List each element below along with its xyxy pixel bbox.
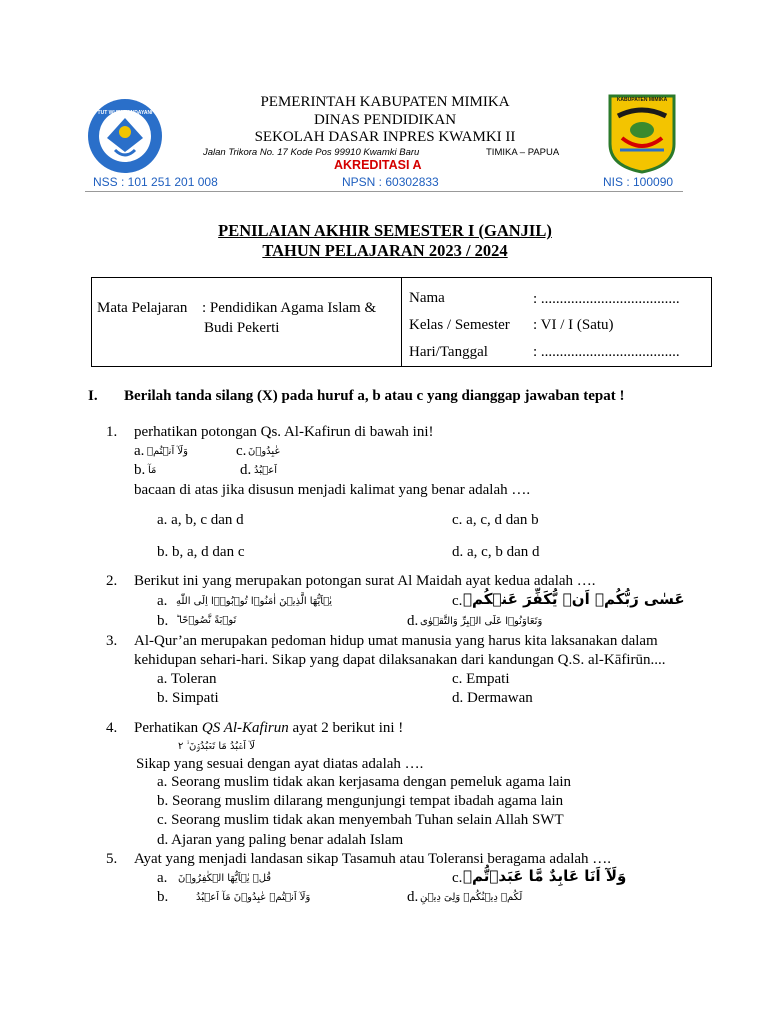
section-number: I. <box>88 388 98 404</box>
exam-year: TAHUN PELAJARAN 2023 / 2024 <box>262 241 508 260</box>
q5-option-c-label[interactable]: c. <box>452 870 463 886</box>
nss-number: NSS : 101 251 201 008 <box>93 175 218 189</box>
q3-option-d[interactable]: d. Dermawan <box>452 690 533 706</box>
q5-text: Ayat yang menjadi landasan sikap Tasamuh atau Toleransi beragama adalah …. <box>134 851 612 867</box>
dept-line: DINAS PENDIDIKAN <box>313 112 457 128</box>
right-logo-text: KABUPATEN MIMIKA <box>616 97 668 103</box>
q5-option-a-label[interactable]: a. <box>157 870 168 886</box>
q4-ayat-arabic: لَآ اَعۡبُدُ مَا تَعۡبُدُوۡنَ ۙ‏ ٢ <box>178 741 255 752</box>
q3-option-c[interactable]: c. Empati <box>452 671 510 687</box>
q1-option-d[interactable]: d. a, c, b dan d <box>452 544 540 560</box>
gov-line: PEMERINTAH KABUPATEN MIMIKA <box>260 94 510 110</box>
q4-text-post: ayat 2 berikut ini ! <box>288 720 404 736</box>
q2-option-c-arabic[interactable]: عَسٰى رَبُّكُمۡ اَنۡ يُّكَفِّرَ عَنۡكُمۡ <box>463 590 685 608</box>
q1-item-d-label: d. <box>240 462 252 478</box>
header-divider <box>85 191 683 192</box>
q4-text-italic: QS Al-Kafirun <box>201 720 289 736</box>
q2-text: Berikut ini yang merupakan potongan surat Al Maidah ayat kedua adalah …. <box>134 573 596 589</box>
subject-value: : Pendidikan Agama Islam & <box>202 300 377 316</box>
nis-number: NIS : 100090 <box>603 175 674 189</box>
q1-option-c[interactable]: c. a, c, d dan b <box>452 512 539 528</box>
q4-option-b[interactable]: b. Seorang muslim dilarang mengunjungi tempat ibadah agama lain <box>157 793 564 809</box>
q4-stem: Sikap yang sesuai dengan ayat diatas adalah …. <box>136 756 424 772</box>
q4-text-pre: Perhatikan <box>134 720 202 736</box>
school-city: TIMIKA – PAPUA <box>486 147 560 158</box>
q5-option-d-label[interactable]: d. <box>407 889 419 905</box>
q4-option-d[interactable]: d. Ajaran yang paling benar adalah Islam <box>157 832 404 848</box>
q5-option-a-arabic[interactable]: قُلۡ يٰۤاَيُّهَا الۡكٰفِرُوۡنَ <box>178 873 272 884</box>
q2-option-c-label[interactable]: c. <box>452 593 463 609</box>
name-label: Nama <box>409 290 445 306</box>
left-logo-text: TUT WURI HANDAYANI <box>97 110 153 116</box>
q2-option-d-arabic[interactable]: وَتَعَاوَنُوۡا عَلَى الۡبِرِّ وَالتَّقۡوٰى <box>420 616 543 627</box>
name-field[interactable]: : ..................................... <box>533 291 680 307</box>
subject-value-2: Budi Pekerti <box>204 320 280 336</box>
exam-title: PENILAIAN AKHIR SEMESTER I (GANJIL) <box>218 221 552 240</box>
date-field[interactable]: : ..................................... <box>533 344 680 360</box>
q3-number: 3. <box>106 633 118 649</box>
section-instruction: Berilah tanda silang (X) pada huruf a, b atau c yang dianggap jawaban tepat ! <box>124 388 625 404</box>
q1-option-b[interactable]: b. b, a, d dan c <box>157 544 245 560</box>
q1-item-c-arabic: عٰبِدُوۡنَ <box>248 446 281 457</box>
q1-stem: bacaan di atas jika disusun menjadi kalimat yang benar adalah …. <box>134 482 531 498</box>
q1-text: perhatikan potongan Qs. Al-Kafirun di bawah ini! <box>134 424 434 440</box>
q2-option-b-label[interactable]: b. <box>157 613 169 629</box>
q2-number: 2. <box>106 573 118 589</box>
q1-item-d-arabic: اَعۡبُدُ <box>254 465 278 476</box>
q4-text <box>134 720 403 737</box>
subject-label: Mata Pelajaran <box>97 300 188 316</box>
q1-item-a-label: a. <box>134 443 145 459</box>
q2-option-a-arabic[interactable]: يٰۤاَيُّهَا الَّذِيۡنَ اٰمَنُوۡا تُوۡبُوۡۤا اِلَى اللّٰهِ <box>176 596 333 607</box>
q1-number: 1. <box>106 424 118 440</box>
q3-option-a[interactable]: a. Toleran <box>157 671 217 687</box>
npsn-number: NPSN : 60302833 <box>342 175 439 189</box>
q4-option-a[interactable]: a. Seorang muslim tidak akan kerjasama dengan pemeluk agama lain <box>157 774 572 790</box>
q3-text-line1: Al-Qur’an merupakan pedoman hidup umat manusia yang harus kita laksanakan dalam <box>134 633 658 649</box>
info-box-divider <box>401 278 402 366</box>
q5-number: 5. <box>106 851 118 867</box>
q4-option-c[interactable]: c. Seorang muslim tidak akan menyembah Tuhan selain Allah SWT <box>157 812 564 828</box>
school-name: SEKOLAH DASAR INPRES KWAMKI II <box>254 129 516 145</box>
class-value: : VI / I (Satu) <box>533 317 614 333</box>
q2-option-d-label[interactable]: d. <box>407 613 419 629</box>
q2-option-b-arabic[interactable]: تَوۡبَةً نَّصُوۡحًا ؕ <box>176 615 237 626</box>
q1-item-b-label: b. <box>134 462 146 478</box>
q1-item-c-label: c. <box>236 443 247 459</box>
q2-option-a-label[interactable]: a. <box>157 593 168 609</box>
q3-text-line2: kehidupan sehari-hari. Sikap yang dapat dilaksanakan dari kandungan Q.S. al-Kāfirūn.... <box>134 652 666 668</box>
q1-item-b-arabic: مَآ <box>148 465 157 476</box>
q1-item-a-arabic: وَلَآ اَنۡتُمۡ <box>147 446 188 457</box>
q5-option-d-arabic[interactable]: لَكُمۡ دِيۡنُكُمۡ وَلِىَ دِيۡنِ <box>420 892 523 903</box>
accreditation: AKREDITASI A <box>334 158 422 172</box>
date-label: Hari/Tanggal <box>409 344 488 360</box>
q1-option-a[interactable]: a. a, b, c dan d <box>157 512 244 528</box>
class-label: Kelas / Semester <box>409 317 510 333</box>
q5-option-c-arabic[interactable]: وَلَآ اَنَا عَابِدٌ مَّا عَبَدۡتُّمۡ <box>463 867 627 885</box>
q5-option-b-label[interactable]: b. <box>157 889 169 905</box>
school-address: Jalan Trikora No. 17 Kode Pos 99910 Kwamki Baru <box>203 147 420 158</box>
q4-number: 4. <box>106 720 118 736</box>
q3-option-b[interactable]: b. Simpati <box>157 690 219 706</box>
q5-option-b-arabic[interactable]: وَلَآ اَنۡتُمۡ عٰبِدُوۡنَ مَآ اَعۡبُدُ <box>196 892 311 903</box>
